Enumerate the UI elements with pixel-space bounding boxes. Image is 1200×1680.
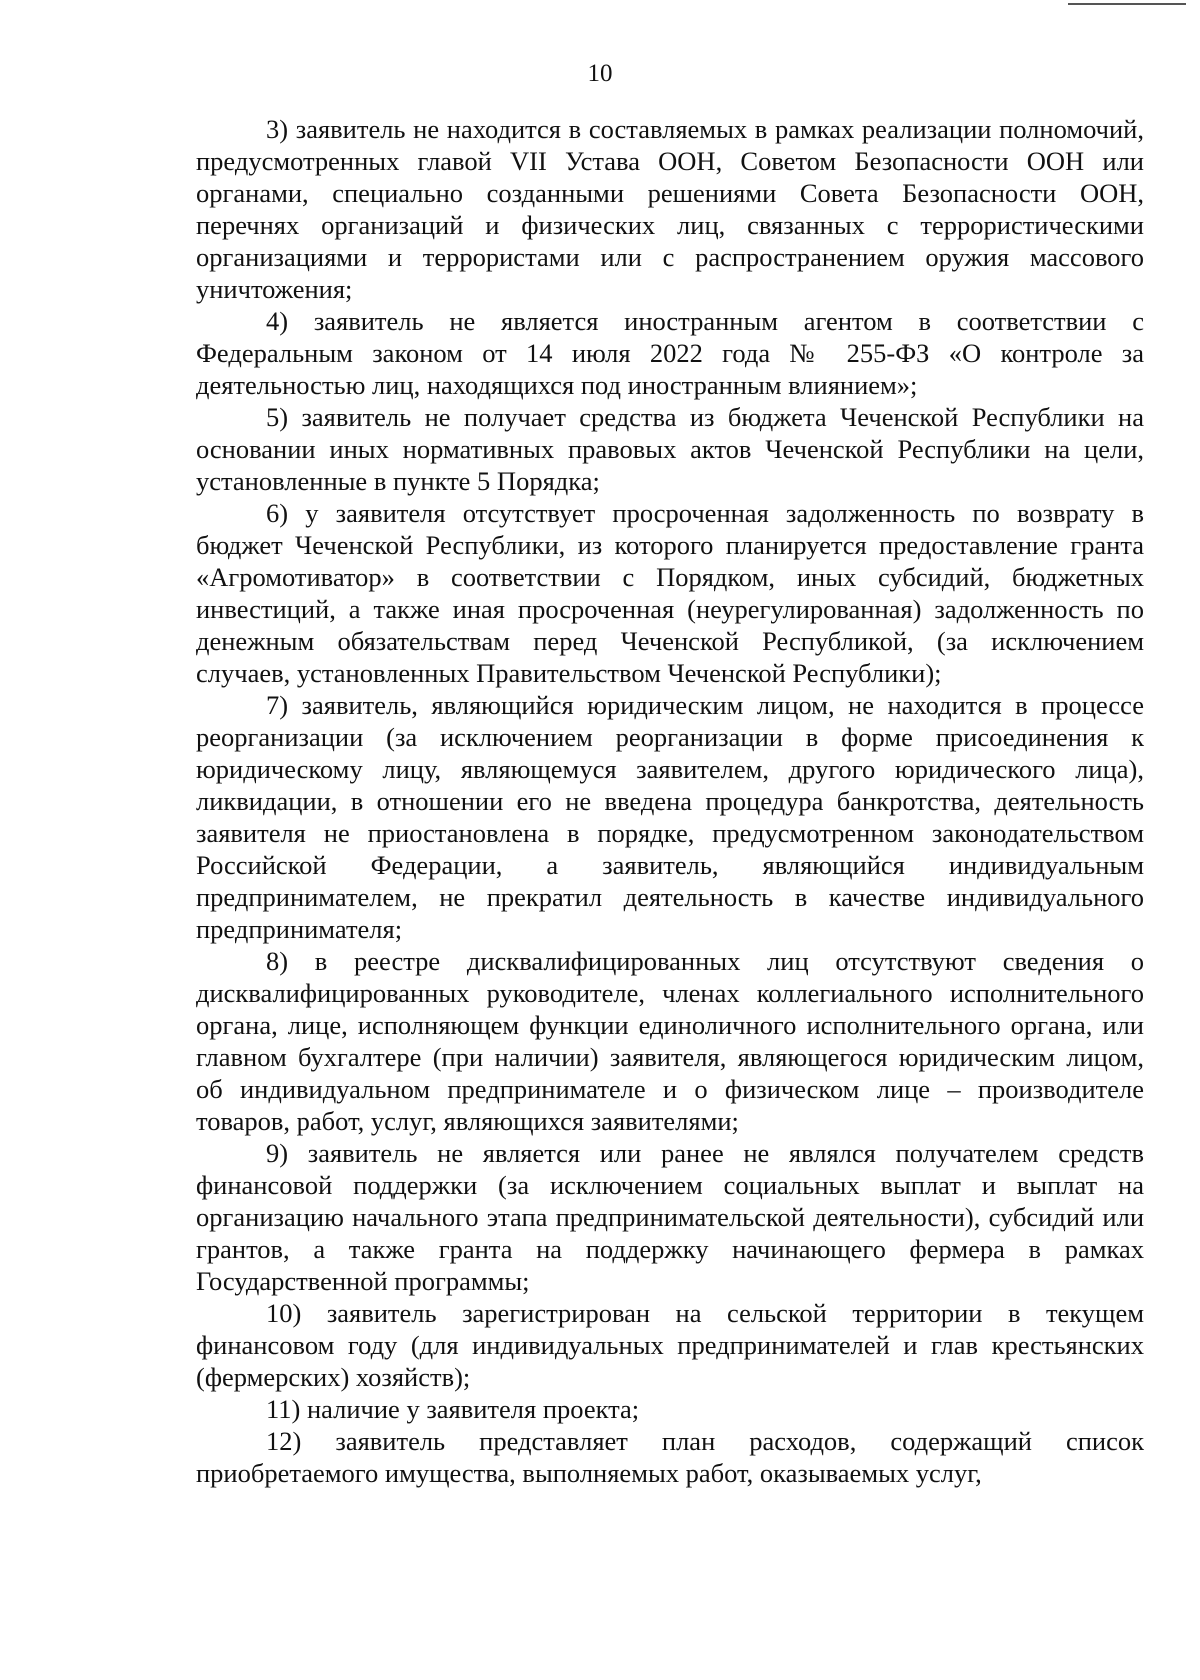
page-number: 10 [587,60,613,87]
paragraph-item-5: 5) заявитель не получает средства из бюджета Чеченской Республики на основании иных нормативных правовых актов Чеченской Республики на цели, установленные в пункте 5 Порядка; [196,402,1144,496]
scan-edge-line [1068,3,1186,5]
paragraph-item-8: 8) в реестре дисквалифицированных лиц отсутствуют сведения о дисквалифицированных руководителе, членах коллегиального исполнительного органа, лице, исполняющем функции единоличного исполнительного органа, или главном бухгалтере (при наличии) заявителя, являющегося юридическим лицом, об индивидуальном предпринимателе и о физическом лице – производителе товаров, работ, услуг, являющихся заявителями; [196,946,1144,1136]
document-body [196,113,1144,1489]
paragraph-item-11: 11) наличие у заявителя проекта; [266,1394,640,1424]
paragraph-item-6: 6) у заявителя отсутствует просроченная задолженность по возврату в бюджет Чеченской Республики, из которого планируется предоставление гранта «Агромотиватор» в соответствии с Порядком, иных субсидий, бюджетных инвестиций, а также иная просроченная (неурегулированная) задолженность по денежным обязательствам перед Чеченской Республикой, (за исключением случаев, установленных Правительством Чеченской Республики); [196,498,1144,688]
paragraph-item-4: 4) заявитель не является иностранным агентом в соответствии с Федеральным законом от 14 июля 2022 года № 255-ФЗ «О контроле за деятельностью лиц, находящихся под иностранным влиянием»; [196,306,1144,400]
paragraph-item-12: 12) заявитель представляет план расходов, содержащий список приобретаемого имущества, выполняемых работ, оказываемых услуг, [196,1426,1144,1488]
paragraph-item-10: 10) заявитель зарегистрирован на сельской территории в текущем финансовом году (для индивидуальных предпринимателей и глав крестьянских (фермерских) хозяйств); [196,1298,1144,1392]
paragraph-item-7: 7) заявитель, являющийся юридическим лицом, не находится в процессе реорганизации (за исключением реорганизации в форме присоединения к юридическому лицу, являющемуся заявителем, другого юридического лица), ликвидации, в отношении его не введена процедура банкротства, деятельность заявителя не приостановлена в порядке, предусмотренном законодательством Российской Федерации, а заявитель, являющийся индивидуальным предпринимателем, не прекратил деятельность в качестве индивидуального предпринимателя; [196,690,1144,944]
paragraph-item-9: 9) заявитель не является или ранее не являлся получателем средств финансовой поддержки (за исключением социальных выплат и выплат на организацию начального этапа предпринимательской деятельности), субсидий или грантов, а также гранта на поддержку начинающего фермера в рамках Государственной программы; [196,1138,1144,1296]
paragraph-item-3: 3) заявитель не находится в составляемых в рамках реализации полномочий, предусмотренных главой VII Устава ООН, Советом Безопасности ООН или органами, специально созданными решениями Совета Безопасности ООН, перечнях организаций и физических лиц, связанных с террористическими организациями и террористами или с распространением оружия массового уничтожения; [196,114,1144,304]
